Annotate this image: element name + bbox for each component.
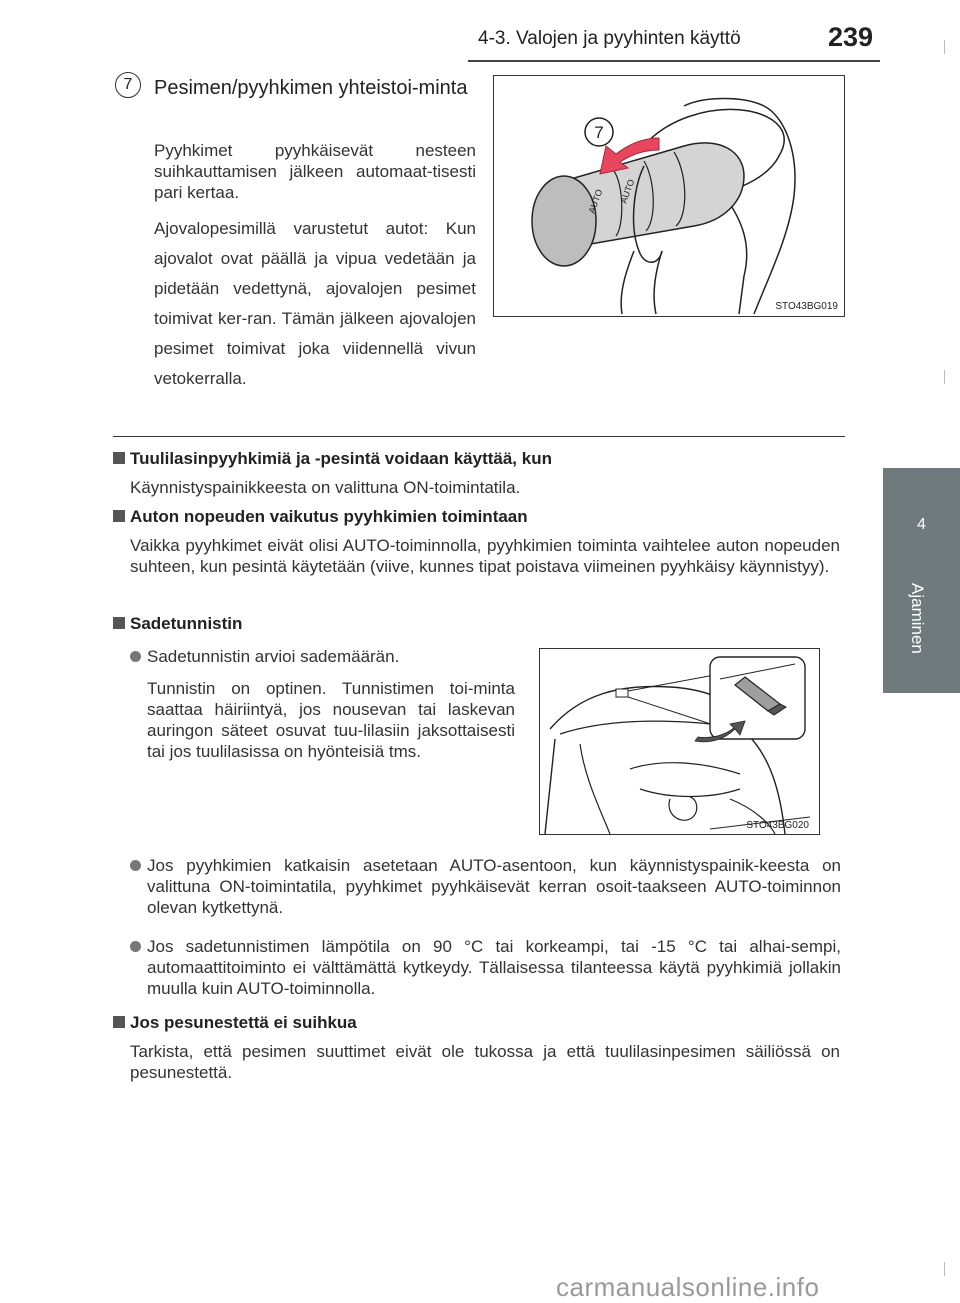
- margin-tick: [944, 40, 945, 54]
- chapter-label: Ajaminen: [908, 583, 927, 654]
- switch-label: AUTO: [618, 177, 637, 205]
- section-heading: [113, 614, 242, 634]
- section-heading-text: Auton nopeuden vaikutus pyyhkimien toimintaan: [130, 507, 528, 526]
- square-bullet-icon: [113, 1016, 125, 1028]
- circle-bullet-icon: [130, 651, 141, 662]
- bullet-item: [130, 936, 842, 1002]
- square-bullet-icon: [113, 452, 125, 464]
- bullet-text: Jos pyyhkimien katkaisin asetetaan AUTO-asentoon, kun käynnistyspainik-keesta on valittuna ON-toimintatila, pyyhkimet pyyhkäisevät kerran osoit-taakseen AUTO-toiminnon olevan kytkettynä.: [147, 856, 841, 917]
- header-section-title: 4-3. Valojen ja pyyhinten käyttö: [478, 28, 741, 49]
- section-heading-text: Tuulilasinpyyhkimiä ja -pesintä voidaan käyttää, kun: [130, 449, 552, 468]
- switch-label: AUTO: [586, 187, 605, 215]
- section-heading-text: Jos pesunestettä ei suihkua: [130, 1013, 357, 1032]
- figure-code: STO43BG019: [775, 301, 838, 312]
- square-bullet-icon: [113, 510, 125, 522]
- rain-sensor-illustration: [540, 649, 819, 834]
- chapter-tab: [883, 468, 960, 693]
- item-paragraph: Pyyhkimet pyyhkäisevät nesteen suihkauttamisen jälkeen automaat-tisesti pari kertaa.: [154, 141, 476, 202]
- section-heading: [113, 1013, 357, 1033]
- section-divider: [113, 436, 845, 437]
- section-heading: [113, 507, 528, 527]
- rain-sensor-figure: [539, 648, 820, 835]
- bullet-item: [130, 855, 842, 921]
- circle-bullet-icon: [130, 860, 141, 871]
- section-body: Vaikka pyyhkimet eivät olisi AUTO-toiminnolla, pyyhkimien toiminta vaihtelee auton nopeuden suhteen, kun pesintä käytetään (viive, kunnes tipat poistava viimeinen pyyhkäisy käynnistyy).: [130, 536, 840, 576]
- item-number-badge: 7: [115, 72, 141, 98]
- section-body: Käynnistyspainikkeesta on valittuna ON-toimintatila.: [130, 478, 521, 497]
- square-bullet-icon: [113, 617, 125, 629]
- item-paragraph: Ajovalopesimillä varustetut autot: Kun ajovalot ovat päällä ja vipua vedetään ja pidetään vedettynä, ajovalojen pesimet toimivat ker-ran. Tämän jälkeen ajovalojen pesimet toimivat joka viidennellä vivun vetokerralla.: [154, 219, 476, 388]
- bullet-item: [130, 646, 520, 668]
- watermark-text: carmanualsonline.info: [556, 1272, 820, 1302]
- chapter-number: 4: [917, 516, 926, 533]
- margin-tick: [944, 1262, 945, 1276]
- wiper-lever-figure: [493, 75, 845, 317]
- section-heading-text: Sadetunnistin: [130, 614, 243, 633]
- bullet-detail: Tunnistin on optinen. Tunnistimen toi-minta saattaa häiriintyä, jos nousevan tai laskevan auringon säteet osuvat tuu-lilasiin jaksottaisesti tai jos tuulilasissa on hyönteisiä tms.: [147, 679, 515, 761]
- section-body: Tarkista, että pesimen suuttimet eivät ole tukossa ja että tuulilasinpesimen säiliössä on pesunestettä.: [130, 1042, 840, 1082]
- page-number: 239: [828, 22, 874, 52]
- margin-tick: [944, 370, 945, 384]
- callout-number: 7: [594, 123, 604, 142]
- section-heading: [113, 449, 552, 469]
- wiper-lever-illustration: [494, 76, 844, 316]
- header-rule: [468, 60, 880, 62]
- circle-bullet-icon: [130, 941, 141, 952]
- bullet-text: Sadetunnistin arvioi sademäärän.: [147, 647, 400, 666]
- item-title: Pesimen/pyyhkimen yhteistoi-minta: [154, 77, 468, 99]
- figure-code: STO43BG020: [746, 820, 809, 831]
- bullet-text: Jos sadetunnistimen lämpötila on 90 °C tai korkeampi, tai -15 °C tai alhai-sempi, automaattitoiminto ei välttämättä kytkeydy. Tällaisessa tilanteessa käytä pyyhkimiä jollakin muulla kuin AUTO-toiminnolla.: [147, 937, 841, 998]
